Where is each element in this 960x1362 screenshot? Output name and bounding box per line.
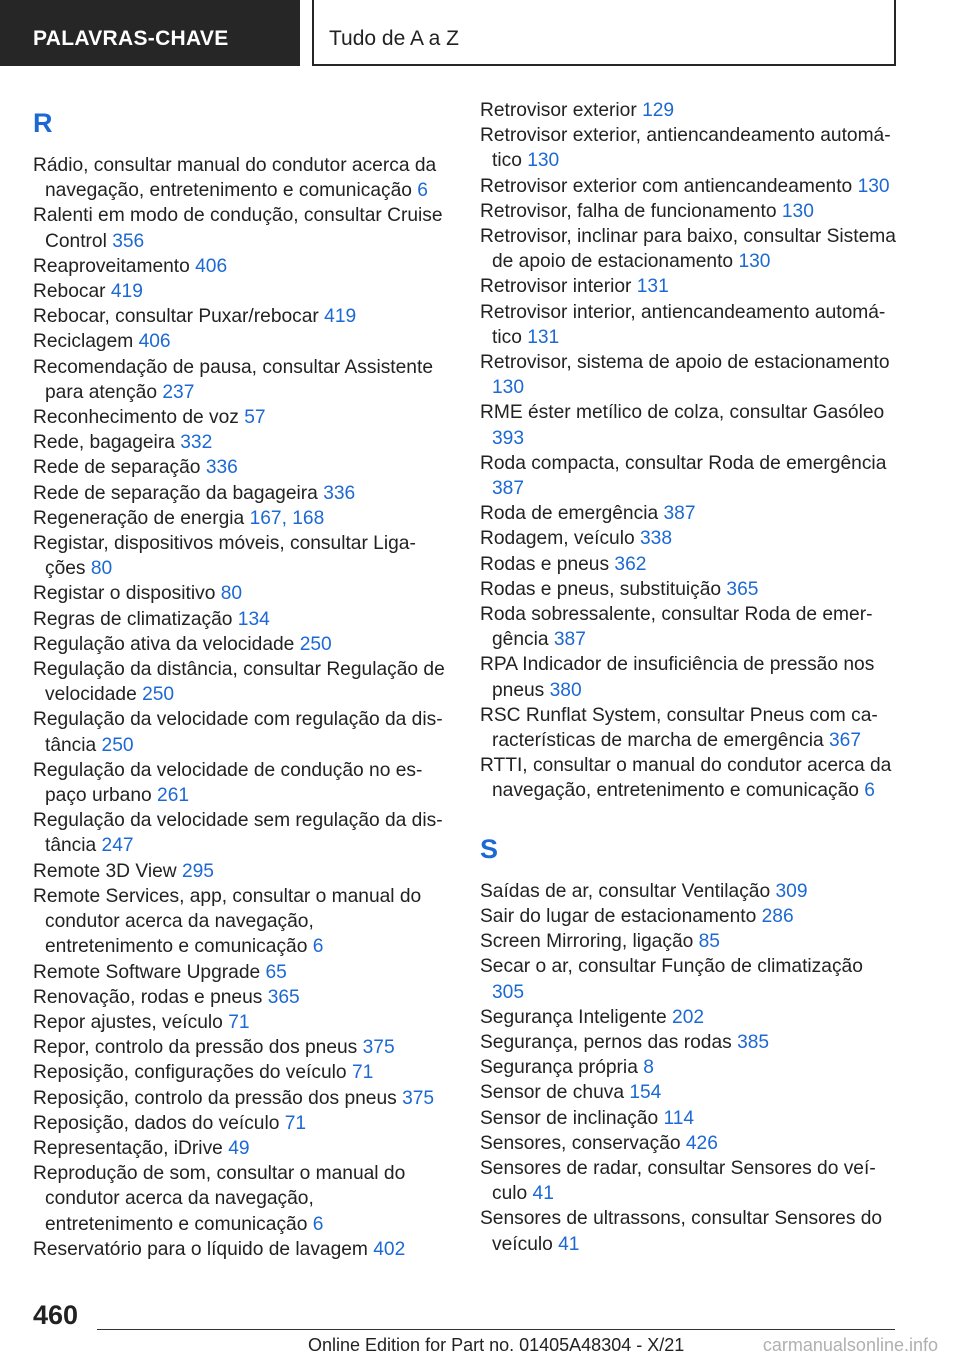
- index-entry: [480, 123, 900, 173]
- page-reference-link[interactable]: 6: [312, 936, 324, 958]
- page-reference-link[interactable]: 41: [532, 1183, 554, 1205]
- index-entry: [480, 350, 900, 400]
- index-entry-text: Sair do lugar de estacionamento: [480, 905, 757, 927]
- index-entry-text: Reservatório para o líquido de lavagem: [33, 1238, 368, 1260]
- page-header: [0, 0, 960, 66]
- index-entry: [480, 879, 900, 904]
- index-entry: [480, 526, 900, 551]
- index-entry-text: Repor ajustes, veículo: [33, 1011, 223, 1033]
- page-reference-link[interactable]: 6: [864, 780, 875, 802]
- index-entry-text: Rede de separação da bagageira: [33, 482, 318, 504]
- page-reference-link[interactable]: 419: [110, 281, 143, 303]
- index-entry: [33, 1060, 445, 1085]
- index-entry-text: Reposição, dados do veículo: [33, 1112, 280, 1134]
- index-entry-text: Rodas e pneus: [480, 553, 610, 575]
- watermark: carmanualsonline.info: [762, 1335, 938, 1355]
- index-entry: [480, 501, 900, 526]
- index-entry: [33, 1035, 445, 1060]
- index-entry-text: Reprodução de som, consultar o manual do condutor acerca da navegação, entretenimento e comunicação: [33, 1163, 406, 1235]
- index-entry-text: RME éster metílico de colza, consultar Gasóleo: [480, 402, 885, 424]
- index-entry: [480, 174, 900, 199]
- page-reference-link[interactable]: 387: [553, 629, 586, 651]
- page-reference-link[interactable]: 134: [237, 608, 270, 630]
- section-gap: [480, 804, 900, 824]
- index-entry-text: Roda compacta, consultar Roda de emergência: [480, 452, 887, 474]
- index-entry: [33, 153, 445, 203]
- page-reference-link[interactable]: 71: [284, 1112, 307, 1134]
- index-entry-text: Sensor de chuva: [480, 1082, 624, 1104]
- page-reference-link[interactable]: 365: [726, 578, 759, 600]
- page-reference-link[interactable]: 49: [228, 1137, 250, 1159]
- index-entry: [480, 224, 900, 274]
- page-number: 460: [33, 1300, 79, 1330]
- page-reference-link[interactable]: 393: [492, 427, 525, 449]
- index-entry-text: Regulação da velocidade com regulação da distância: [33, 709, 443, 756]
- index-entry: [33, 254, 445, 279]
- page-reference-link[interactable]: 336: [205, 457, 238, 479]
- index-entry-text: RPA Indicador de insuficiência de pressão nos pneus: [480, 654, 875, 701]
- index-entry: [33, 1086, 445, 1111]
- index-entry: [480, 1080, 900, 1105]
- page-reference-link[interactable]: 6: [417, 180, 428, 202]
- page-reference-link[interactable]: 338: [640, 528, 673, 550]
- index-entry: [480, 904, 900, 929]
- index-entry-text: Rede de separação: [33, 457, 201, 479]
- index-entry: [480, 703, 900, 753]
- index-entry-text: Retrovisor interior: [480, 276, 632, 298]
- index-entry-text: Retrovisor exterior, antiencandeamento automático: [480, 125, 891, 172]
- page-reference-link[interactable]: 154: [629, 1082, 662, 1104]
- index-entry-text: Repor, controlo da pressão dos pneus: [33, 1037, 358, 1059]
- page-reference-link[interactable]: 80: [90, 558, 113, 580]
- index-entry: [33, 607, 445, 632]
- index-entry: [33, 531, 445, 581]
- index-entry-text: Reposição, configurações do veículo: [33, 1062, 347, 1084]
- index-entry-text: Roda sobressalente, consultar Roda de emergência: [480, 604, 873, 651]
- index-list-r-left: [33, 153, 445, 1262]
- index-entry: [480, 1030, 900, 1055]
- page-reference-link[interactable]: 57: [244, 407, 266, 429]
- section-tab-label: PALAVRAS-CHAVE: [33, 27, 229, 50]
- index-entry: [33, 1111, 445, 1136]
- index-entry-text: Remote Services, app, consultar o manual do condutor acerca da navegação, entretenimento e comunicação: [33, 885, 422, 958]
- index-entry: [480, 577, 900, 602]
- index-entry: [480, 929, 900, 954]
- index-column-right: [480, 98, 900, 1257]
- header-title: Tudo de A a Z: [329, 27, 459, 50]
- page-reference-link[interactable]: 375: [402, 1087, 435, 1109]
- index-entry-text: Rebocar: [33, 281, 106, 303]
- index-entry: [33, 203, 445, 253]
- page-reference-link[interactable]: 167, 168: [249, 507, 325, 529]
- index-entry: [33, 455, 445, 480]
- index-entry-text: Regulação da velocidade de condução no espaço urbano: [33, 759, 423, 807]
- index-entry-text: Rodas e pneus, substituição: [480, 578, 722, 600]
- index-entry-text: Segurança, pernos das rodas: [480, 1031, 732, 1053]
- index-entry: [33, 707, 445, 757]
- page-reference-link[interactable]: 130: [527, 150, 560, 172]
- index-entry-text: Remote 3D View: [33, 860, 177, 882]
- index-entry: [33, 355, 445, 405]
- index-entry: [480, 1005, 900, 1030]
- index-entry: [33, 581, 445, 606]
- page-reference-link[interactable]: 332: [180, 432, 213, 454]
- page-reference-link[interactable]: 295: [181, 860, 214, 882]
- index-entry-text: Regulação ativa da velocidade: [33, 633, 295, 655]
- index-entry-text: Retrovisor interior, antiencandeamento automático: [480, 301, 886, 348]
- index-entry: [33, 859, 445, 884]
- page-reference-link[interactable]: 250: [101, 734, 134, 756]
- index-entry: [33, 1136, 445, 1161]
- page-reference-link[interactable]: 336: [323, 482, 356, 504]
- index-entry-text: Saídas de ar, consultar Ventilação: [480, 880, 771, 902]
- page-reference-link[interactable]: 406: [138, 331, 171, 353]
- index-entry: [480, 274, 900, 299]
- index-entry: [33, 329, 445, 354]
- index-entry: [33, 279, 445, 304]
- page-reference-link[interactable]: 365: [267, 986, 300, 1008]
- index-entry: [33, 960, 445, 985]
- page-reference-link[interactable]: 6: [312, 1213, 324, 1235]
- index-entry: [480, 1206, 900, 1256]
- page-reference-link[interactable]: 305: [492, 981, 525, 1003]
- page-reference-link[interactable]: 356: [112, 230, 145, 252]
- page-reference-link[interactable]: 8: [643, 1057, 654, 1079]
- index-entry-text: Segurança própria: [480, 1057, 638, 1079]
- index-entry-text: Reaproveitamento: [33, 255, 190, 277]
- index-entry: [480, 1131, 900, 1156]
- index-entry-text: Sensores, conservação: [480, 1132, 681, 1154]
- page-reference-link[interactable]: 406: [195, 255, 228, 277]
- page-reference-link[interactable]: 250: [299, 633, 332, 655]
- header-title-frame: [312, 0, 896, 66]
- page-reference-link[interactable]: 131: [527, 326, 560, 348]
- index-entry-text: Regras de climatização: [33, 608, 233, 630]
- index-entry: [480, 954, 900, 1004]
- page-reference-link[interactable]: 80: [220, 583, 243, 605]
- index-entry: [33, 657, 445, 707]
- index-entry: [480, 1106, 900, 1131]
- index-entry-text: Remote Software Upgrade: [33, 961, 261, 983]
- page-reference-link[interactable]: 71: [351, 1062, 374, 1084]
- page-reference-link[interactable]: 385: [737, 1031, 770, 1053]
- index-entry-text: Reconhecimento de voz: [33, 407, 239, 429]
- index-entry: [480, 199, 900, 224]
- index-entry: [33, 985, 445, 1010]
- page-reference-link[interactable]: 375: [362, 1037, 395, 1059]
- index-entry-text: Ralenti em modo de condução, consultar Cruise Control: [33, 205, 443, 252]
- page-reference-link[interactable]: 247: [101, 835, 134, 857]
- page-reference-link[interactable]: 380: [549, 679, 582, 701]
- page-reference-link[interactable]: 85: [698, 931, 720, 953]
- index-entry-text: Registar, dispositivos móveis, consultar Ligações: [33, 533, 416, 580]
- index-entry-text: Rede, bagageira: [33, 432, 175, 454]
- page-reference-link[interactable]: 71: [228, 1011, 250, 1033]
- index-entry: [480, 300, 900, 350]
- page-reference-link[interactable]: 114: [663, 1107, 695, 1129]
- page-reference-link[interactable]: 130: [738, 251, 771, 273]
- section-letter-r: R: [33, 108, 53, 138]
- index-entry-text: Roda de emergência: [480, 503, 659, 525]
- page-reference-link[interactable]: 237: [162, 381, 195, 403]
- index-entry: [33, 481, 445, 506]
- index-entry: [480, 1156, 900, 1206]
- index-entry: [33, 632, 445, 657]
- index-entry: [33, 808, 445, 858]
- index-entry: [480, 602, 900, 652]
- page-reference-link[interactable]: 131: [636, 276, 669, 298]
- index-entry-text: Regeneração de energia: [33, 507, 245, 529]
- section-letter-s: S: [480, 833, 499, 864]
- index-entry: [480, 753, 900, 803]
- index-entry: [33, 430, 445, 455]
- index-entry-text: Retrovisor, sistema de apoio de estacionamento: [480, 352, 890, 374]
- index-entry: [33, 1237, 445, 1262]
- edition-note: Online Edition for Part no. 01405A48304 - X/21: [308, 1335, 685, 1355]
- page-reference-link[interactable]: 402: [373, 1238, 406, 1260]
- index-entry: [480, 652, 900, 702]
- page-reference-link[interactable]: 129: [642, 100, 675, 121]
- page-reference-link[interactable]: 65: [265, 961, 287, 983]
- index-entry-text: Sensores de ultrassons, consultar Sensores do veículo: [480, 1208, 883, 1255]
- page-reference-link[interactable]: 202: [672, 1006, 705, 1028]
- page-reference-link[interactable]: 419: [324, 306, 357, 328]
- index-entry: [33, 884, 445, 960]
- index-entry: [33, 1010, 445, 1035]
- index-entry: [480, 1055, 900, 1080]
- page-reference-link[interactable]: 367: [829, 730, 862, 752]
- footer-rule: [97, 1329, 895, 1330]
- page-reference-link[interactable]: 130: [857, 175, 890, 197]
- index-entry-text: Retrovisor, inclinar para baixo, consultar Sistema de apoio de estacionamento: [480, 226, 896, 273]
- index-entry-text: Segurança Inteligente: [480, 1006, 667, 1028]
- page-reference-link[interactable]: 130: [781, 200, 814, 222]
- index-entry-text: RTTI, consultar o manual do condutor acerca da navegação, entretenimento e comunicação: [480, 755, 892, 802]
- index-entry-text: Retrovisor exterior com antiencandeamento: [480, 175, 853, 197]
- index-list-s-right: [480, 879, 900, 1257]
- page-reference-link[interactable]: 250: [142, 684, 175, 706]
- section-tab: [0, 0, 300, 66]
- index-entry: [33, 405, 445, 430]
- index-entry-text: Renovação, rodas e pneus: [33, 986, 263, 1008]
- index-entry-text: Retrovisor, falha de funcionamento: [480, 200, 777, 222]
- index-entry-text: Rádio, consultar manual do condutor acerca da navegação, entretenimento e comunicação: [33, 155, 437, 202]
- page-reference-link[interactable]: 130: [492, 377, 525, 399]
- index-entry-text: Rodagem, veículo: [480, 528, 635, 550]
- page-reference-link[interactable]: 309: [775, 880, 808, 902]
- index-entry: [33, 758, 445, 808]
- index-entry: [480, 400, 900, 450]
- index-entry-text: Recomendação de pausa, consultar Assistente para atenção: [33, 356, 433, 403]
- page-reference-link[interactable]: 387: [492, 478, 525, 500]
- index-entry-text: Regulação da velocidade sem regulação da distância: [33, 810, 443, 857]
- index-entry-text: Representação, iDrive: [33, 1137, 223, 1159]
- index-entry: [33, 1161, 445, 1237]
- page-reference-link[interactable]: 41: [558, 1233, 580, 1255]
- index-entry: [33, 506, 445, 531]
- index-entry-text: Regulação da distância, consultar Regulação de velocidade: [33, 659, 445, 706]
- index-entry: [480, 98, 900, 123]
- index-entry-text: Sensores de radar, consultar Sensores do veículo: [480, 1157, 876, 1205]
- page-reference-link[interactable]: 261: [157, 785, 190, 807]
- index-entry-text: Retrovisor exterior: [480, 100, 637, 121]
- page-reference-link[interactable]: 387: [663, 503, 696, 525]
- index-entry-text: Sensor de inclinação: [480, 1107, 659, 1129]
- index-list-r-right: [480, 98, 900, 804]
- page-reference-link[interactable]: 286: [761, 905, 794, 927]
- page-reference-link[interactable]: 426: [685, 1132, 718, 1154]
- index-entry-text: Registar o dispositivo: [33, 583, 216, 605]
- index-entry-text: Rebocar, consultar Puxar/rebocar: [33, 306, 319, 328]
- index-entry-text: Screen Mirroring, ligação: [480, 931, 694, 953]
- index-entry-text: Secar o ar, consultar Função de climatização: [480, 956, 863, 978]
- page-reference-link[interactable]: 362: [614, 553, 647, 575]
- index-entry: [480, 552, 900, 577]
- index-entry-text: Reciclagem: [33, 331, 134, 353]
- index-entry-text: RSC Runflat System, consultar Pneus com características de marcha de emergência: [480, 704, 878, 752]
- index-column-left: [33, 98, 445, 1262]
- index-entry: [480, 451, 900, 501]
- index-entry: [33, 304, 445, 329]
- index-entry-text: Reposição, controlo da pressão dos pneus: [33, 1087, 397, 1109]
